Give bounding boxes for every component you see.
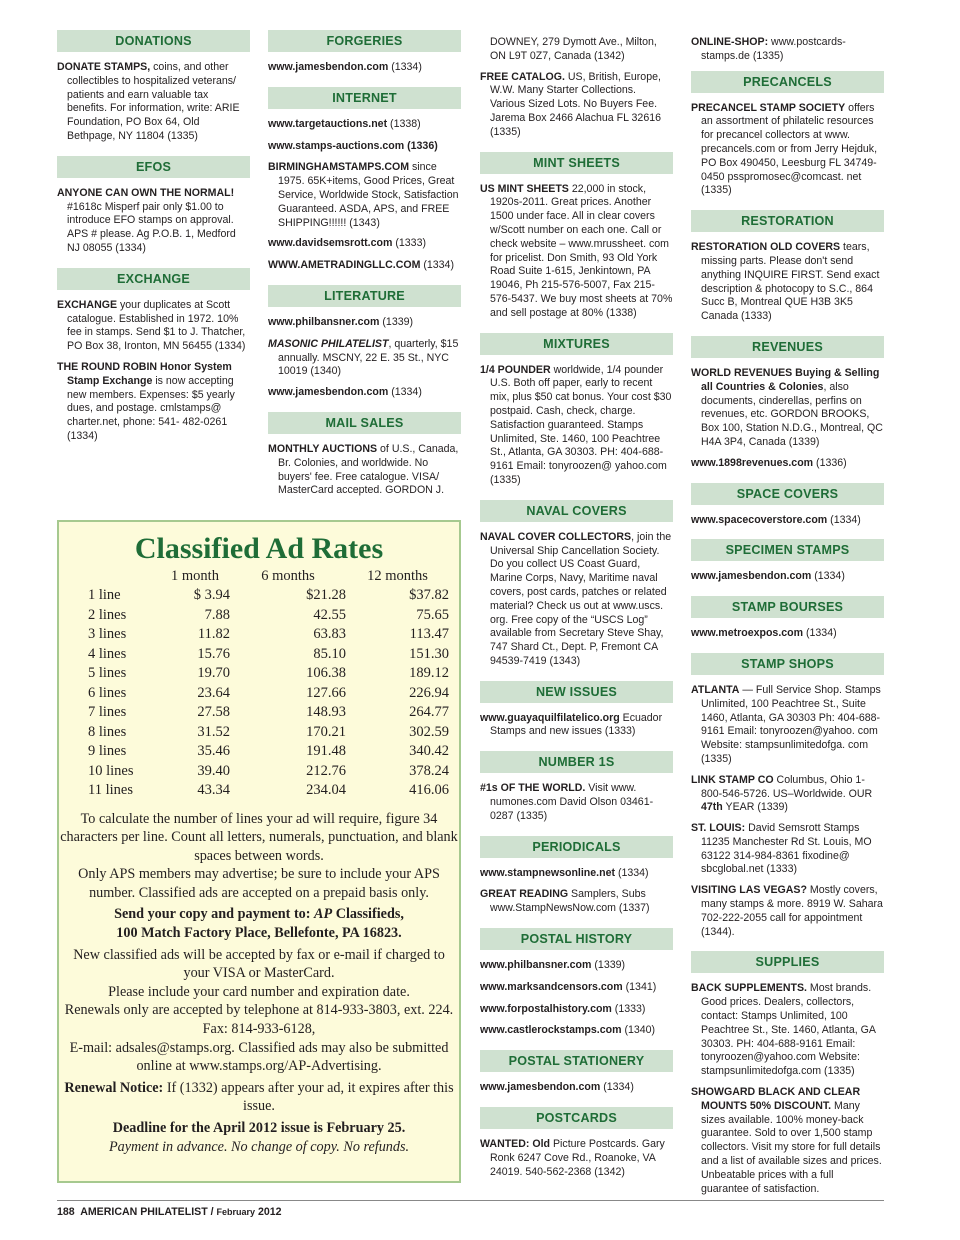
rate-1-month: $ 3.94	[193, 587, 230, 604]
heading-precancels: PRECANCELS	[691, 71, 884, 93]
rate-12-months: $37.82	[409, 587, 449, 604]
link-philbansner[interactable]: www.philbansner.com (1339)	[268, 315, 414, 328]
column-3	[480, 36, 673, 1186]
heading-mixtures: MIXTURES	[480, 333, 673, 355]
rate-row	[85, 625, 449, 645]
ad-number-ones: #1s OF THE WORLD. Visit www. numones.com David Olson 03461-0287 (1335)	[480, 782, 654, 822]
rate-lines: 11 lines	[88, 782, 133, 799]
heading-number-1s: NUMBER 1S	[480, 751, 673, 773]
rate-lines: 4 lines	[88, 645, 127, 662]
ad-showgard-mounts: SHOWGARD BLACK AND CLEAR MOUNTS 50% DISCOUNT. Many sizes available. 100% money-back guarantee. Sold to over 1,500 stamp collectors. Visit my store for full details and a list of available sizes and prices. Unbeatable prices with a full guarantee of satisfaction.	[691, 1086, 882, 1195]
rate-1-month: 27.58	[197, 704, 230, 721]
rate-1-month: 11.82	[197, 626, 230, 643]
rates-payment-note: Payment in advance. No change of copy. No refunds.	[108, 1138, 410, 1155]
rate-12-months: 416.06	[409, 782, 449, 799]
heading-supplies: SUPPLIES	[691, 951, 884, 973]
ad-us-mint-sheets: US MINT SHEETS 22,000 in stock, 1920s-2011. Great prices. Another 1500 under face. All in clear covers w/Scott number on each one. Call or check website – www.mrussheet. com for pricelist. Don Smith, 93 Old York Road Suite 1-615, Jenkintown, PA 19046, Ph 215-576-5007, Fax 215-576-5437. We buy most sheets at 70% and sell postage at 80% (1338)	[480, 182, 673, 319]
ad-link-stamp-co: LINK STAMP CO Columbus, Ohio 1-800-546-5726. US–Worldwide. OUR 47th YEAR (1339)	[691, 773, 873, 814]
heading-revenues: REVENUES	[691, 336, 884, 358]
rate-1-month: 23.64	[197, 684, 230, 701]
rate-row	[85, 742, 449, 762]
link-jamesbendon-specimen[interactable]: www.jamesbendon.com (1334)	[691, 570, 845, 583]
rate-lines: 3 lines	[88, 626, 127, 643]
rate-lines: 8 lines	[88, 723, 127, 740]
issue-year: 2012	[255, 1206, 282, 1218]
ad-round-robin: THE ROUND ROBIN Honor System Stamp Exchange is now accepting new members. Expenses: $5 yearly dues, and postage. cmlstamps@ charter.net, phone: 541- 482-0261 (1334)	[57, 360, 235, 442]
heading-restoration: RESTORATION	[691, 210, 884, 232]
rate-6-months: 63.83	[313, 626, 346, 643]
link-davidsemsrott[interactable]: www.davidsemsrott.com (1333)	[268, 237, 426, 250]
rate-row	[85, 586, 449, 606]
ad-masonic-philatelist: MASONIC PHILATELIST, quarterly, $15 annually. MSCNY, 22 E. 35 St., NYC 10019 (1340)	[268, 337, 459, 378]
rates-send-copy: Send your copy and payment to: AP Classifieds, 100 Match Factory Place, Bellefonte, PA 16823.	[114, 906, 404, 942]
ad-donate-stamps: DONATE STAMPS, coins, and other collectibles to hospitalized veterans/ patients and earn valuable tax benefits. For information, write: ARIE Foundation, PO Box 64, Old Bethpage, NY 11804 (1335)	[57, 61, 240, 142]
rate-1-month: 7.88	[204, 606, 230, 623]
ad-downey-continued: DOWNEY, 279 Dymott Ave., Milton, ON L9T 0Z7, Canada (1342)	[490, 36, 657, 62]
rate-1-month: 19.70	[197, 665, 230, 682]
rate-1-month: 39.40	[197, 762, 230, 779]
rates-deadline: Deadline for the April 2012 issue is February 25.	[112, 1120, 406, 1136]
heading-internet: INTERNET	[268, 87, 461, 109]
ad-naval-cover-collectors: NAVAL COVER COLLECTORS, join the Universal Ship Cancellation Society. Do you collect US Coast Guard, Marine Corps, Navy, Maritime naval covers, post cards, patches or related material? Check us out at www.uscs. org. Free copy of the “USCS Log” available from Secretary Steve Shay, 747 Shard Ct., Dept. P, Fremont CA 94539-7419 (1343)	[480, 530, 672, 667]
link-stampnewsonline[interactable]: www.stampnewsonline.net (1334)	[480, 866, 649, 879]
ad-exchange: EXCHANGE your duplicates at Scott catalogue. Established in 1972. 10% fee in stamps. Send $1 to J. Thatcher, PO Box 38, Ironton, MN 56455 (1334)	[57, 298, 246, 353]
link-1898revenues[interactable]: www.1898revenues.com (1336)	[691, 456, 847, 469]
ad-las-vegas: VISITING LAS VEGAS? Mostly covers, many stamps & more. 8919 W. Sahara 702-222-2055 call for appointment (1344).	[691, 884, 883, 938]
rate-lines: 2 lines	[88, 606, 127, 623]
page-footer	[57, 1206, 282, 1218]
rate-row	[85, 645, 449, 665]
rate-6-months: 127.66	[306, 684, 346, 701]
rate-6-months: 191.48	[306, 743, 346, 760]
rate-6-months: 148.93	[306, 704, 346, 721]
ad-back-supplements: BACK SUPPLEMENTS. Most brands. Good prices. Dealers, collectors, contact: Stamps Unlimited, 100 Peachtree St., Ste. 1460, Atlanta, GA 30303. PH: 404-688-9161 Email: tonyroozen@yahoo.com Website: stampsunlimitedofga.com (1335)	[691, 982, 876, 1078]
ad-wanted-postcards: WANTED: Old Picture Postcards. Gary Ronk 6247 Cove Rd., Roanoke, VA 24019. 540-562-2368 (1342)	[480, 1138, 665, 1178]
ad-efo-normal: ANYONE CAN OWN THE NORMAL! #1618c Misperf pair only $1.00 to introduce EFO stamps on approval. APS # please. Ag P.O.B. 1, Medford NJ 08055 (1334)	[57, 186, 236, 254]
ad-monthly-auctions: MONTHLY AUCTIONS of U.S., Canada, Br. Colonies, and worldwide. No buyers' fee. Free catalogue. VISA/ MasterCard accepted. GORDON J.	[268, 442, 459, 497]
heading-exchange: EXCHANGE	[57, 268, 250, 290]
rate-12-months: 378.24	[409, 762, 449, 779]
rate-1-month: 43.34	[197, 782, 230, 799]
rate-row	[85, 781, 449, 801]
link-spacecoverstore[interactable]: www.spacecoverstore.com (1334)	[691, 513, 861, 526]
ad-world-revenues: WORLD REVENUES Buying & Selling all Countries & Colonies, also documents, cinderellas, perfins on revenues, etc. GORDON BROOKS, Box 100, Station N.D.G., Montreal, QC H4A 3P4, Canada (1339)	[691, 366, 883, 448]
ad-atlanta-shop: ATLANTA — Full Service Shop. Stamps Unlimited, 100 Peachtree St., Suite 1460, Atlanta, GA 30303 Ph: 404-688-9161 Email: tonyroozen@yahoo. com Website: stampsunlimitedofga. com (1335)	[691, 683, 881, 765]
rate-6-months: $21.28	[306, 587, 346, 604]
link-castlerockstamps[interactable]: www.castlerockstamps.com (1340)	[480, 1024, 656, 1037]
link-jamesbendon[interactable]: www.jamesbendon.com (1334)	[268, 61, 422, 73]
rate-6-months: 42.55	[313, 606, 346, 623]
heading-mint-sheets: MINT SHEETS	[480, 152, 673, 174]
heading-postal-history: POSTAL HISTORY	[480, 928, 673, 950]
heading-space-covers: SPACE COVERS	[691, 483, 884, 505]
ad-great-reading: GREAT READING Samplers, Subs www.StampNewsNow.com (1337)	[480, 888, 650, 915]
rates-renewal-notice: Renewal Notice: If (1332) appears after your ad, it expires after this issue.	[64, 1079, 454, 1115]
link-metroexpos[interactable]: www.metroexpos.com (1334)	[691, 627, 837, 640]
issue-month: February	[216, 1207, 256, 1217]
heading-postcards: POSTCARDS	[480, 1107, 673, 1129]
heading-donations: DONATIONS	[57, 30, 250, 52]
heading-specimen-stamps: SPECIMEN STAMPS	[691, 539, 884, 561]
rates-card-info: Please include your card number and expiration date.	[108, 983, 410, 1000]
rate-row	[85, 703, 449, 723]
link-jamesbendon-stationery[interactable]: www.jamesbendon.com (1334)	[480, 1081, 634, 1094]
rate-1-month: 15.76	[197, 645, 230, 662]
rate-row	[85, 762, 449, 782]
column-4	[691, 36, 884, 1203]
rate-12-months: 151.30	[409, 645, 449, 662]
heading-efos: EFOS	[57, 156, 250, 178]
publication-name: AMERICAN PHILATELIST /	[80, 1206, 217, 1218]
rate-12-months: 189.12	[409, 665, 449, 682]
link-marksandcensors[interactable]: www.marksandcensors.com (1341)	[480, 980, 657, 993]
heading-new-issues: NEW ISSUES	[480, 681, 673, 703]
heading-forgeries: FORGERIES	[268, 30, 461, 52]
col-1-month: 1 month	[171, 567, 219, 584]
classified-ad-rates-box	[57, 520, 461, 1183]
heading-periodicals: PERIODICALS	[480, 836, 673, 858]
column-2	[268, 30, 461, 505]
rates-fax-email: New classified ads will be accepted by fax or e-mail if charged to your VISA or MasterCard.	[73, 946, 445, 982]
rates-membership: Only APS members may advertise; be sure to include your APS number. Classified ads are accepted on a prepaid basis only.	[78, 866, 440, 901]
page-number: 188	[57, 1206, 75, 1218]
col-6-months: 6 months	[261, 567, 315, 584]
heading-literature: LITERATURE	[268, 285, 461, 307]
rate-1-month: 35.46	[197, 743, 230, 760]
rates-instructions: To calculate the number of lines your ad will require, figure 34 characters per line. Count all letters, numerals, punctuation, and blank spaces between words.	[60, 810, 458, 864]
rate-12-months: 113.47	[409, 626, 449, 643]
link-jamesbendon-literature[interactable]: www.jamesbendon.com (1334)	[268, 386, 422, 399]
col-12-months: 12 months	[367, 567, 428, 584]
ad-st-louis: ST. LOUIS: David Semsrott Stamps 11235 Manchester Rd St. Louis, MO 63122 314-984-8361 fixodine@ sbcglobal.net (1333)	[691, 822, 872, 876]
rate-12-months: 264.77	[409, 704, 449, 721]
footer-rule	[57, 1200, 884, 1201]
ad-restoration-covers: RESTORATION OLD COVERS tears, missing parts. Please don't send anything INQUIRE FIRST. Send exact description & photocopy to S.C., 864 Succ B, Montreal QUE H3B 3K5 Canada (1333)	[691, 241, 880, 323]
link-targetauctions[interactable]: www.targetauctions.net (1338)	[268, 117, 421, 130]
rate-lines: 6 lines	[88, 684, 127, 701]
link-stamps-auctions[interactable]: www.stamps-auctions.com (1336)	[268, 139, 438, 152]
rates-renewals: Renewals only are accepted by telephone at 814-933-3803, ext. 224. Fax: 814-933-6128,	[64, 1002, 454, 1038]
rate-12-months: 75.65	[416, 606, 449, 623]
rate-6-months: 106.38	[306, 665, 346, 682]
rate-6-months: 170.21	[306, 723, 346, 740]
column-1	[57, 30, 250, 451]
rate-row	[85, 723, 449, 743]
rates-table	[85, 566, 449, 801]
heading-naval-covers: NAVAL COVERS	[480, 500, 673, 522]
rate-12-months: 302.59	[409, 723, 449, 740]
link-ametrading[interactable]: WWW.AMETRADINGLLC.COM (1334)	[268, 259, 454, 272]
rate-lines: 10 lines	[88, 762, 134, 779]
rate-12-months: 340.42	[409, 743, 449, 760]
rate-1-month: 31.52	[197, 723, 230, 740]
ad-precancel-society: PRECANCEL STAMP SOCIETY offers an assortment of philatelic resources for precancel collectors at www. precancels.com or from Jerry Hejduk, PO Box 490450, Leesburg FL 34749-0450 psspromosec@comcast. net (1335)	[691, 101, 878, 197]
rate-6-months: 234.04	[306, 782, 346, 799]
rate-row	[85, 606, 449, 626]
rates-header-row	[85, 566, 449, 586]
rates-title: Classified Ad Rates	[134, 532, 384, 565]
link-forpostalhistory[interactable]: www.forpostalhistory.com (1333)	[480, 1002, 646, 1015]
rate-12-months: 226.94	[409, 684, 449, 701]
ad-free-catalog: FREE CATALOG. US, British, Europe, W.W. Many Starter Collections. Various Sized Lots. No Buyers Fee. Jarema Box 2466 Alachua FL 32616 (1335)	[480, 70, 661, 138]
heading-stamp-bourses: STAMP BOURSES	[691, 596, 884, 618]
rate-lines: 5 lines	[88, 665, 127, 682]
rate-row	[85, 684, 449, 704]
ad-online-shop: ONLINE-SHOP: www.postcards-stamps.de (1335)	[691, 36, 846, 62]
rate-lines: 7 lines	[88, 704, 127, 721]
rate-lines: 9 lines	[88, 743, 127, 760]
heading-mail-sales: MAIL SALES	[268, 412, 461, 434]
rates-email: E-mail: adsales@stamps.org. Classified ads may also be submitted online at www.stamps.org/AP-Advertising.	[69, 1039, 449, 1075]
ad-birminghamstamps: BIRMINGHAMSTAMPS.COM since 1975. 65K+items, Good Prices, Great Service, Worldwide Stock, Satisfaction Guaranteed. ASDA, APS, and FREE SHIPPING!!!!!! (1343)	[268, 161, 459, 229]
heading-stamp-shops: STAMP SHOPS	[691, 653, 884, 675]
rate-lines: 1 line	[88, 587, 121, 604]
rate-6-months: 85.10	[313, 645, 346, 662]
rate-6-months: 212.76	[306, 762, 346, 779]
heading-postal-stationery: POSTAL STATIONERY	[480, 1050, 673, 1072]
rate-row	[85, 664, 449, 684]
ad-quarter-pounder: 1/4 POUNDER worldwide, 1/4 pounder U.S. Both off paper, early to recent mix, plus $50 cat bonus. Your cost $30 postpaid. Cash, check, charge. Satisfaction guaranteed. Stamps Unlimited, Ste. 1460, 100 Peachtree St., Atlanta, GA 30303. PH: 404-688-9161 Email: tonyroozen@ yahoo.com (1335)	[480, 363, 672, 486]
ad-guayaquil: www.guayaquilfilatelico.org Ecuador Stamps and new issues (1333)	[480, 711, 663, 738]
link-philbansner-history[interactable]: www.philbansner.com (1339)	[480, 959, 626, 972]
